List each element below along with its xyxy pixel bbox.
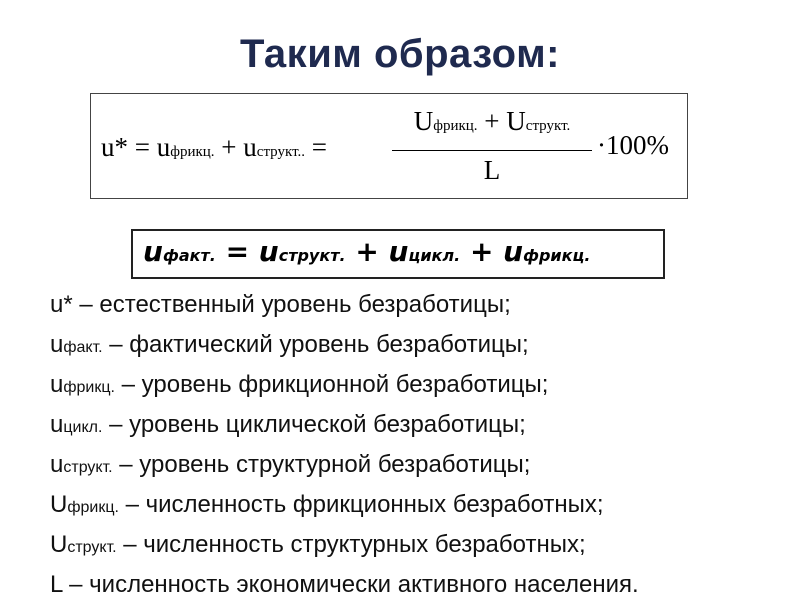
formula-plus-u: + u: [214, 132, 257, 162]
definition-text: – фактический уровень безработицы;: [102, 331, 529, 358]
definition-text: – естественный уровень безработицы;: [72, 291, 511, 318]
f2-plus-u-1: + u: [345, 235, 409, 268]
definition-subscript: факт.: [63, 339, 103, 356]
definition-item: [50, 406, 790, 446]
formula-equals: =: [305, 132, 327, 162]
definition-subscript: структ.: [63, 459, 113, 476]
fraction-denominator: L: [483, 155, 501, 185]
formula-sub-strukt: структ..: [256, 144, 305, 160]
definition-text: – численность фрикционных безработных;: [118, 491, 604, 518]
definition-text: – уровень циклической безработицы;: [102, 411, 526, 438]
definition-item: [50, 366, 790, 406]
formula-fraction: [392, 102, 592, 192]
definition-subscript: цикл.: [63, 419, 103, 436]
definition-subscript: структ.: [67, 539, 117, 556]
definition-subscript: фрикц.: [67, 499, 119, 516]
fraction-numerator: [392, 106, 592, 137]
definition-text: – уровень фрикционной безработицы;: [114, 371, 549, 398]
definition-item: [50, 326, 790, 366]
definition-item: [50, 486, 790, 526]
definition-item: [50, 286, 790, 326]
numerator-U: U: [413, 106, 434, 136]
definition-symbol: L: [50, 571, 63, 598]
definitions-list: [50, 286, 790, 606]
f2-sub-frikc: фрикц.: [523, 246, 591, 265]
numerator-sub-strukt: структ.: [525, 118, 571, 134]
f2-sub-strukt: структ.: [278, 246, 346, 265]
definition-symbol: u: [50, 371, 64, 398]
definition-item: [50, 526, 790, 566]
definition-symbol: u: [50, 451, 64, 478]
f2-sub-fakt: факт.: [162, 246, 216, 265]
fraction-bar: [392, 150, 592, 151]
definition-symbol: u*: [50, 291, 73, 318]
definition-symbol: U: [50, 491, 68, 518]
definition-text: – численность экономически активного населения.: [62, 571, 639, 598]
numerator-sub-frikc: фрикц.: [433, 118, 478, 134]
definition-symbol: U: [50, 531, 68, 558]
slide-title: Таким образом:: [239, 32, 560, 76]
formula-sub-frikc: фрикц.: [170, 144, 215, 160]
actual-unemployment-formula: [131, 229, 665, 279]
definition-item: [50, 446, 790, 486]
definition-symbol: u: [50, 411, 64, 438]
definition-subscript: фрикц.: [63, 379, 115, 396]
formula-left-side: [101, 132, 327, 163]
f2-sub-cikl: цикл.: [408, 246, 461, 265]
f2-eq-u: = u: [215, 235, 279, 268]
definition-item: [50, 566, 790, 606]
formula-u-star: u* = u: [101, 132, 171, 162]
definition-text: – численность структурных безработных;: [116, 531, 586, 558]
natural-unemployment-formula: [90, 93, 688, 199]
formula-times-100-percent: ·100%: [597, 130, 669, 160]
f2-u-fakt: u: [143, 235, 163, 268]
definition-text: – уровень структурной безработицы;: [112, 451, 531, 478]
numerator-plus-U: + U: [477, 106, 526, 136]
f2-plus-u-2: + u: [460, 235, 524, 268]
definition-symbol: u: [50, 331, 64, 358]
